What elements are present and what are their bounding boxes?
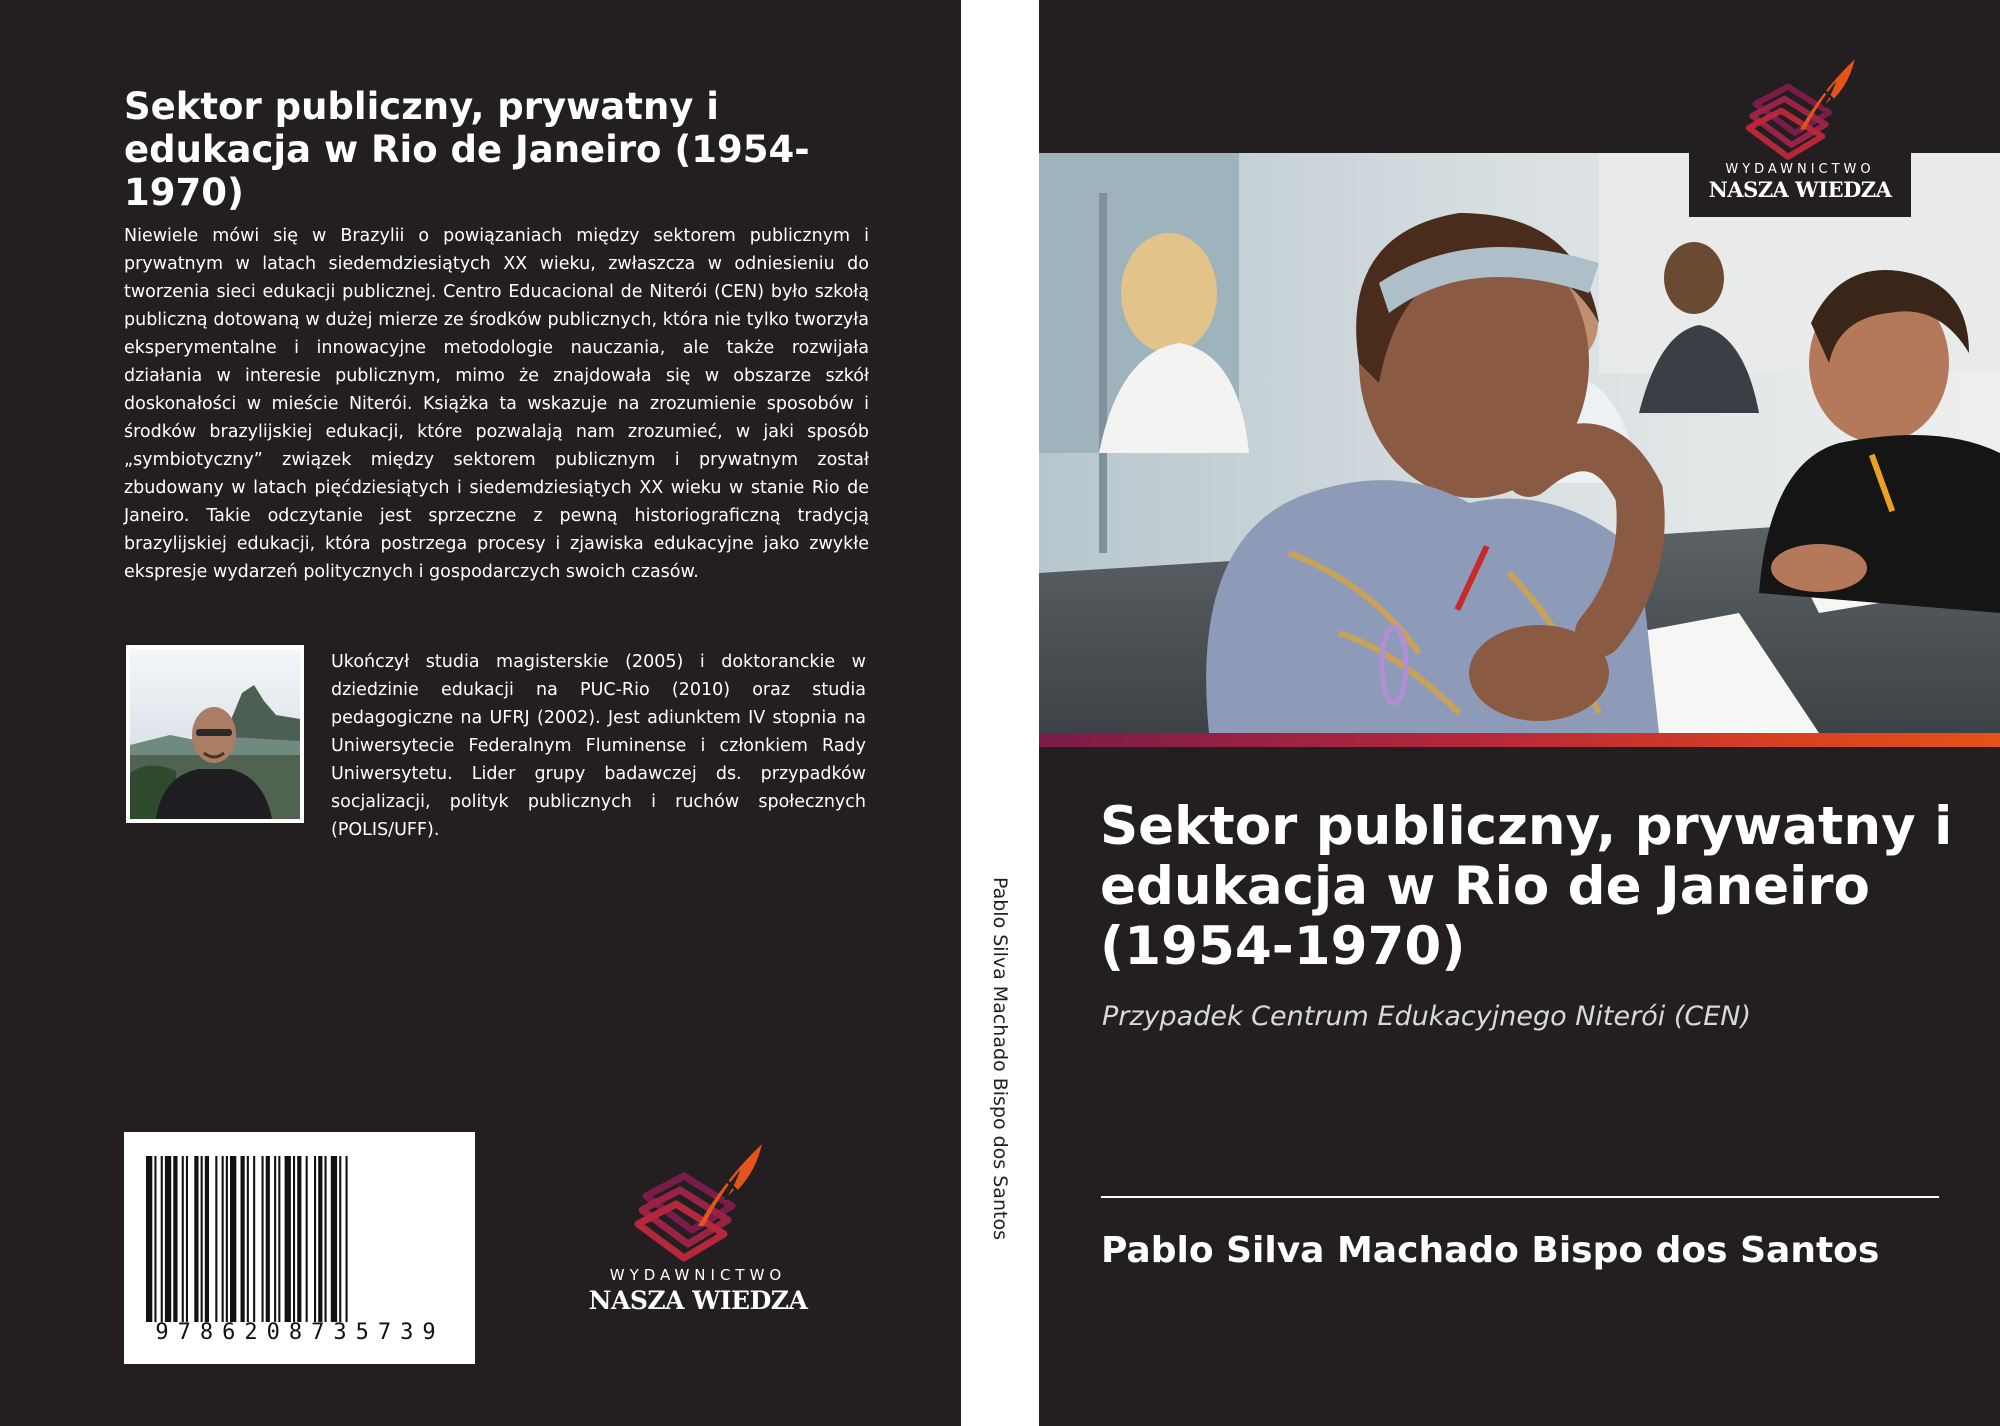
book-quill-logo-icon [1740, 56, 1860, 162]
publisher-line1: WYDAWNICTWO [609, 1266, 787, 1284]
publisher-line1: WYDAWNICTWO [1725, 162, 1875, 177]
accent-stripe [1039, 733, 2000, 747]
book-quill-logo-icon [628, 1140, 768, 1264]
isbn-barcode [124, 1132, 475, 1364]
cover-photo [1039, 153, 2000, 733]
back-cover [0, 0, 961, 1426]
front-cover-title: Sektor publiczny, prywatny i edukacja w Rio de Janeiro (1954-1970) [1100, 796, 1953, 977]
author-photo [126, 645, 304, 823]
publisher-logo-back [573, 1140, 823, 1320]
isbn-digits: 9786208735739 [155, 1320, 445, 1345]
front-cover-subtitle: Przypadek Centrum Edukacyjnego Niterói (CEN) [1102, 1001, 1752, 1032]
spine-author: Pablo Silva Machado Bispo dos Santos [989, 877, 1011, 1240]
publisher-line2: NASZA WIEDZA [1708, 177, 1892, 202]
publisher-logo-front [1689, 50, 1911, 217]
divider [1101, 1196, 1939, 1198]
publisher-line2: NASZA WIEDZA [588, 1286, 808, 1315]
back-cover-description: Niewiele mówi się w Brazylii o powiązaniach między sektorem publicznym i prywatnym w latach siedemdziesiątych XX wieku, zwłaszcza w odniesieniu do tworzenia sieci edukacji publicznej. Centro Educacional de Niterói (CEN) było szkołą publiczną dotowaną w dużej mierze ze środków publicznych, która nie tylko tworzyła eksperymentalne i innowacyjne metodologie nauczania, ale także rozwijała działania w interesie publicznym, mimo że znajdowała się w obszarze szkół doskonałości w mieście Niterói. Książka ta wskazuje na zrozumienie sposobów i środków brazylijskiej edukacji, które pozwalają nam zrozumieć, w jaki sposób „symbiotyczny” związek między sektorem publicznym i prywatnym został zbudowany w latach pięćdziesiątych i siedemdziesiątych XX wieku w stanie Rio de Janeiro. Takie odczytanie jest sprzeczne z pewną historiograficzną tradycją brazylijskiej edukacji, która postrzega procesy i zjawiska edukacyjne jako zwykłe ekspresje wydarzeń politycznych i gospodarczych swoich czasów. [124, 226, 869, 582]
barcode-bars-icon [140, 1156, 460, 1322]
classroom-photo-icon [1039, 153, 2000, 733]
author-portrait-icon [130, 649, 300, 819]
author-bio: Ukończył studia magisterskie (2005) i doktoranckie w dziedzinie edukacji na PUC-Rio (2010) oraz studia pedagogiczne na UFRJ (2002). Jest adiunktem IV stopnia na Uniwersytecie Federalnym Fluminense i członkiem Rady Uniwersytetu. Lider grupy badawczej ds. przypadków socjalizacji, polityk publicznych i ruchów społecznych (POLIS/UFF). [331, 652, 866, 840]
front-cover-author: Pablo Silva Machado Bispo dos Santos [1101, 1230, 1880, 1271]
back-cover-title: Sektor publiczny, prywatny i edukacja w Rio de Janeiro (1954-1970) [124, 85, 810, 214]
